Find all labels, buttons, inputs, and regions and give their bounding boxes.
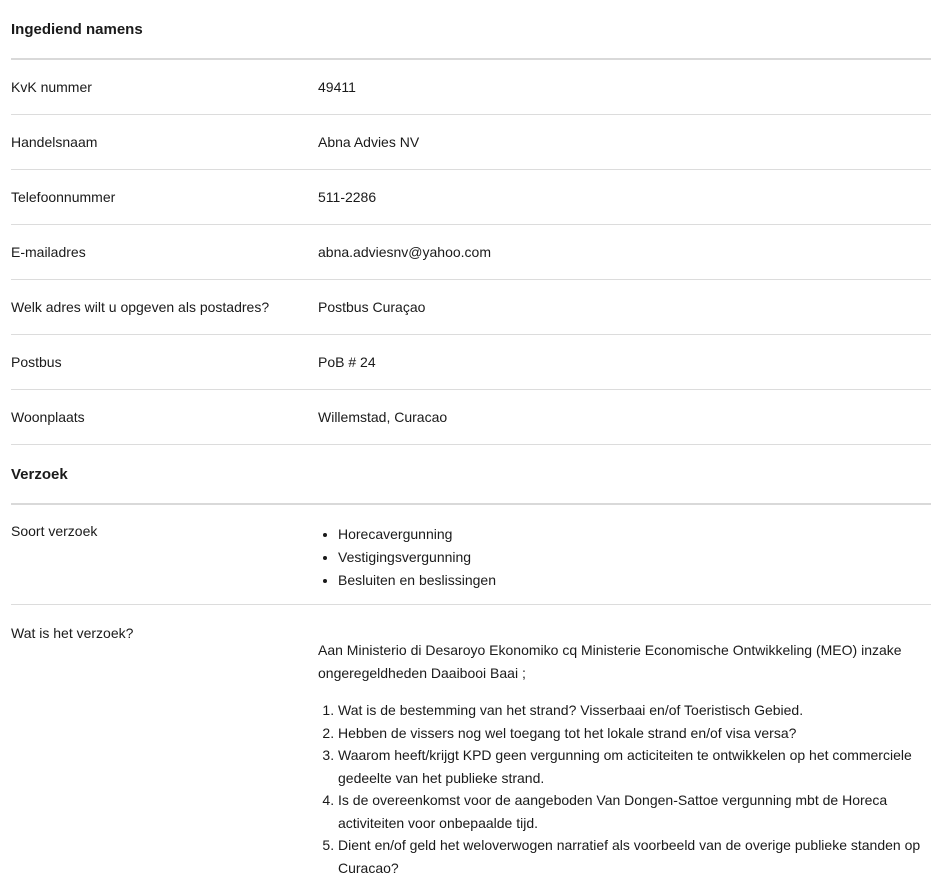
list-item: 4. Is de overeenkomst voor de aangeboden Van Dongen-Sattoe vergunning mbt de Horeca activiteiten voor onbepaalde tijd. <box>338 789 928 834</box>
field-label: Woonplaats <box>11 409 85 425</box>
row-trade-name <box>11 115 931 170</box>
request-type-list <box>318 523 931 592</box>
field-value <box>318 625 931 879</box>
submission-details <box>11 0 931 879</box>
field-value: PoB # 24 <box>318 354 376 370</box>
question-list <box>318 699 931 879</box>
field-label: Telefoonnummer <box>11 189 116 205</box>
field-value: 511-2286 <box>318 189 377 205</box>
field-value: Abna Advies NV <box>318 134 420 150</box>
field-label: KvK nummer <box>11 79 92 95</box>
row-request-type <box>11 505 931 605</box>
list-item: • Horecavergunning <box>338 523 931 546</box>
row-email-address <box>11 225 931 280</box>
list-item: 3. Waarom heeft/krijgt KPD geen vergunning om acticiteiten te ontwikkelen op het commerciele gedeelte van het publieke strand. <box>338 744 928 789</box>
row-kvk-number <box>11 60 931 115</box>
section-title-submitted-on-behalf: Ingediend namens <box>11 0 931 60</box>
list-item: 1. Wat is de bestemming van het strand? Visserbaai en/of Toeristisch Gebied. <box>338 699 928 722</box>
field-value: Willemstad, Curacao <box>318 409 448 425</box>
row-city <box>11 390 931 445</box>
row-po-box <box>11 335 931 390</box>
list-item: • Vestigingsvergunning <box>338 546 931 569</box>
field-label: Wat is het verzoek? <box>11 625 134 641</box>
field-value: abna.adviesnv@yahoo.com <box>318 244 491 260</box>
field-label: Welk adres wilt u opgeven als postadres? <box>11 299 270 315</box>
field-value: Postbus Curaçao <box>318 299 426 315</box>
field-value <box>318 523 931 592</box>
row-postal-address-choice <box>11 280 931 335</box>
row-request-description <box>11 605 931 879</box>
list-item: • Besluiten en beslissingen <box>338 569 931 592</box>
section-title-request: Verzoek <box>11 445 931 505</box>
row-phone-number <box>11 170 931 225</box>
field-label: E-mailadres <box>11 244 86 260</box>
list-item: 5. Dient en/of geld het weloverwogen narratief als voorbeeld van de overige publieke standen op Curacao? <box>338 834 928 879</box>
field-label: Postbus <box>11 354 62 370</box>
list-item: 2. Hebben de vissers nog wel toegang tot het lokale strand en/of visa versa? <box>338 722 928 745</box>
field-value: 49411 <box>318 79 356 95</box>
field-label: Handelsnaam <box>11 134 98 150</box>
field-label: Soort verzoek <box>11 523 98 539</box>
request-intro: Aan Ministerio di Desaroyo Ekonomiko cq Ministerie Economische Ontwikkeling (MEO) inzake ongeregeldheden Daaibooi Baai ; <box>318 642 902 681</box>
